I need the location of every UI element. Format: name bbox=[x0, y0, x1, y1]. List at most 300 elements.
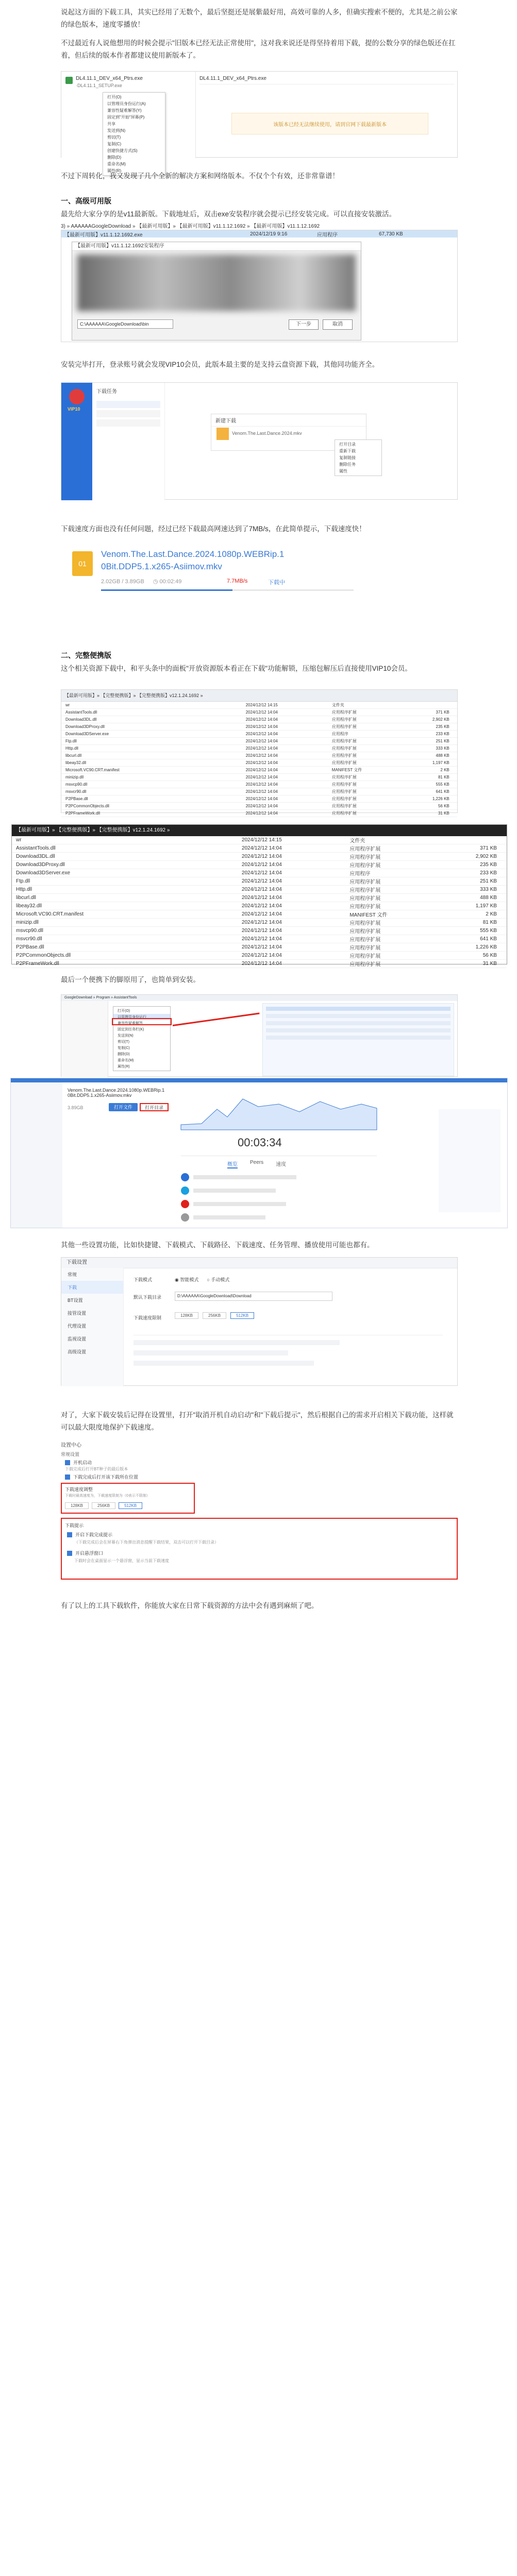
mode-option[interactable]: ○ 手动模式 bbox=[207, 1277, 230, 1282]
task-row[interactable] bbox=[96, 401, 160, 408]
task-context-menu bbox=[335, 439, 382, 476]
cell: 应用程序扩展 bbox=[331, 710, 357, 715]
settings-nav-item[interactable]: 接管设置 bbox=[68, 1311, 87, 1316]
explorer-toolbar: GoogleDownload » Program » AssistantTools bbox=[61, 995, 457, 1001]
screenshot-old-version-warning bbox=[61, 71, 458, 173]
task-list bbox=[92, 383, 165, 500]
cell: 应用程序 bbox=[349, 871, 371, 877]
download-path-label: 默认下载目录 bbox=[134, 1295, 162, 1300]
download-prompt-title: 下载提示 bbox=[65, 1523, 84, 1528]
cell: Download3DL.dll bbox=[16, 854, 55, 859]
exe-filename-2: ·DL4.11.1_SETUP.exe bbox=[76, 83, 122, 88]
cell: 应用程序扩展 bbox=[331, 746, 357, 751]
explorer-file-list-large bbox=[12, 836, 507, 968]
cell: libeay32.dll bbox=[16, 903, 42, 909]
file-icon: 01 bbox=[72, 551, 93, 576]
context-menu-item[interactable]: 删除(D) bbox=[107, 155, 122, 160]
admin-menu-item[interactable]: 发送到(N) bbox=[118, 1034, 134, 1038]
total-size: 3.89GB bbox=[125, 579, 144, 585]
context-menu-item[interactable]: 属性(R) bbox=[107, 168, 122, 173]
admin-menu-item[interactable]: 属性(R) bbox=[118, 1065, 130, 1069]
cell: 应用程序扩展 bbox=[331, 739, 357, 743]
progress-fill bbox=[101, 589, 232, 591]
cell: 2,902 KB bbox=[432, 717, 449, 722]
table-row[interactable] bbox=[12, 886, 507, 894]
explorer-pane bbox=[61, 72, 196, 173]
cell: Download3DProxy.dll bbox=[65, 724, 105, 729]
table-row[interactable] bbox=[12, 910, 507, 919]
table-row[interactable] bbox=[12, 844, 507, 853]
install-path-input[interactable]: C:\AAAAAA\GoogleDownload\bin bbox=[77, 319, 173, 329]
open-folder-button[interactable]: 打开目录 bbox=[140, 1103, 169, 1111]
installer-file-name: 【最新可用版】v11.1.12.1692.exe bbox=[64, 232, 143, 238]
table-row[interactable] bbox=[12, 927, 507, 935]
task-row[interactable] bbox=[96, 419, 160, 427]
settings-nav-item[interactable]: 常规 bbox=[68, 1272, 77, 1277]
context-menu-item[interactable]: 打开(O) bbox=[107, 95, 122, 99]
table-row[interactable] bbox=[12, 935, 507, 943]
speed-option[interactable]: 128KB bbox=[65, 1502, 89, 1509]
settings-header: 设置中心 bbox=[61, 1443, 81, 1448]
cell: 251 KB bbox=[480, 878, 497, 884]
cell: 应用程序扩展 bbox=[349, 929, 381, 935]
table-row[interactable] bbox=[61, 781, 457, 788]
context-menu-item[interactable]: 共享 bbox=[107, 122, 115, 126]
table-row[interactable] bbox=[61, 745, 457, 752]
settings-nav-item[interactable]: 监视设置 bbox=[68, 1336, 87, 1342]
speed-option[interactable]: 512KB bbox=[230, 1312, 254, 1319]
table-row[interactable] bbox=[12, 877, 507, 886]
explorer-file-list bbox=[61, 702, 457, 817]
screenshot-run-as-admin bbox=[61, 994, 458, 1077]
open-file-button[interactable]: 打开文件 bbox=[109, 1103, 138, 1111]
auto-start-label: 开机启动 bbox=[73, 1460, 92, 1465]
cell: 2024/12/12 14:04 bbox=[241, 936, 282, 942]
cell: 2024/12/12 14:04 bbox=[245, 717, 278, 722]
cell: Ftp.dll bbox=[65, 739, 77, 743]
cell: 应用程序扩展 bbox=[349, 888, 381, 893]
next-button[interactable]: 下一步 bbox=[289, 319, 319, 330]
admin-menu-item[interactable]: 打开(O) bbox=[118, 1009, 130, 1013]
settings-nav-item[interactable]: 高级设置 bbox=[68, 1349, 87, 1354]
cell: 应用程序扩展 bbox=[331, 796, 357, 801]
exe-filename-1[interactable]: DL4.11.1_DEV_x64_Ptrs.exe bbox=[76, 76, 143, 81]
cell: P2PFrameWork.dll bbox=[65, 811, 100, 816]
cell: libcurl.dll bbox=[65, 753, 82, 758]
cell: 251 KB bbox=[436, 739, 449, 743]
cell: 371 KB bbox=[480, 845, 497, 851]
download-prompt-box bbox=[61, 1518, 458, 1580]
cell: Download3DProxy.dll bbox=[16, 862, 65, 868]
speed-option[interactable]: 256KB bbox=[92, 1502, 115, 1509]
cell: 应用程序扩展 bbox=[331, 717, 357, 722]
screenshot-app-window bbox=[61, 382, 458, 500]
task-menu-item[interactable]: 打开目录 bbox=[339, 442, 356, 447]
open-location-row[interactable] bbox=[65, 1473, 138, 1480]
cell: 2024/12/12 14:04 bbox=[241, 895, 282, 901]
checkbox-icon[interactable] bbox=[65, 1475, 70, 1480]
cell: P2PCommonObjects.dll bbox=[65, 804, 109, 808]
detail-file-name: Venom.The.Last.Dance.2024.1080p.WEBRip.1 0Bit.DDP5.1.x265-Asiimov.mkv bbox=[68, 1088, 165, 1098]
cell: 应用程序扩展 bbox=[349, 937, 381, 943]
section-1-paragraph-3: 下载速度方面也没有任何问题，经过已经下载最高网速达到了7MB/s，在此简单提示，下载速度快！ bbox=[61, 525, 366, 533]
cell: 31 KB bbox=[482, 961, 497, 967]
cell: 488 KB bbox=[480, 895, 497, 901]
detail-tabs bbox=[227, 1160, 286, 1168]
cell: 2024/12/12 14:04 bbox=[241, 878, 282, 884]
installer-file-date: 2024/12/19 9:16 bbox=[250, 231, 288, 237]
cell: 2024/12/12 14:04 bbox=[245, 804, 278, 808]
highlight-box bbox=[112, 1018, 172, 1025]
file-details-pane bbox=[262, 1003, 454, 1076]
settings-nav-item[interactable]: 下载 bbox=[61, 1281, 123, 1294]
installer-file-row[interactable] bbox=[61, 230, 457, 238]
time-left: 00:02:49 bbox=[159, 579, 182, 585]
cell: 488 KB bbox=[436, 753, 449, 758]
float-window-label: 开启悬浮窗口 bbox=[75, 1551, 104, 1556]
cell: 应用程序扩展 bbox=[349, 954, 381, 959]
table-row[interactable] bbox=[61, 731, 457, 738]
elapsed-timer: 00:03:34 bbox=[238, 1136, 282, 1149]
right-panel bbox=[439, 1109, 501, 1212]
cell: 应用程序扩展 bbox=[349, 879, 381, 885]
cell: 2024/12/12 14:04 bbox=[241, 911, 282, 917]
cell: 371 KB bbox=[436, 710, 449, 715]
cell: 文件夹 bbox=[331, 703, 344, 707]
task-menu-item[interactable]: 复制链接 bbox=[339, 455, 356, 460]
cell: 2024/12/12 14:04 bbox=[245, 746, 278, 751]
speed-adjust-options bbox=[65, 1502, 142, 1509]
cell: 233 KB bbox=[436, 732, 449, 736]
installer-dialog-title: 【最新可用版】v11.1.12.1692安装程序 bbox=[72, 242, 361, 251]
table-row[interactable] bbox=[61, 810, 457, 817]
cell: Ftp.dll bbox=[16, 878, 30, 884]
task-label: 下载任务 bbox=[96, 389, 117, 395]
mode-option[interactable]: ◉ 智能模式 bbox=[175, 1277, 199, 1282]
table-row[interactable] bbox=[12, 960, 507, 968]
downloaded-size: 2.02GB bbox=[101, 579, 121, 585]
task-menu-item[interactable]: 重新下载 bbox=[339, 449, 356, 453]
section-2-paragraph-2: 最后一个便携下的脚原用了，也简单到安装。 bbox=[61, 976, 200, 984]
admin-menu-item[interactable]: 重命名(M) bbox=[118, 1059, 134, 1062]
cell: minizip.dll bbox=[16, 920, 39, 925]
cell: 1,197 KB bbox=[432, 760, 449, 765]
cell: 81 KB bbox=[482, 920, 497, 925]
cell: minizip.dll bbox=[65, 775, 84, 779]
peer-list bbox=[181, 1173, 377, 1222]
cell: 555 KB bbox=[436, 782, 449, 787]
context-menu bbox=[103, 92, 165, 176]
warning-box bbox=[231, 113, 428, 134]
cell: msvcr90.dll bbox=[65, 789, 87, 794]
table-row[interactable] bbox=[12, 952, 507, 960]
table-row[interactable] bbox=[61, 738, 457, 745]
settings-nav bbox=[61, 1268, 124, 1386]
cell: 2 KB bbox=[486, 911, 497, 917]
open-location-label: 下载完成后打开该下载所在位置 bbox=[73, 1475, 139, 1480]
new-download-file: Venom.The.Last.Dance.2024.mkv bbox=[232, 431, 302, 436]
screenshot-download-detail bbox=[10, 1078, 508, 1228]
cancel-button[interactable]: 取消 bbox=[323, 319, 353, 330]
auto-start-desc: 下载完成后打开BT种子的最后版本 bbox=[65, 1467, 128, 1471]
cell: 应用程序扩展 bbox=[349, 855, 381, 860]
nav-tree bbox=[61, 1001, 108, 1077]
cell: 2024/12/12 14:04 bbox=[245, 760, 278, 765]
table-row[interactable] bbox=[12, 943, 507, 952]
cell: 235 KB bbox=[480, 862, 497, 868]
table-row[interactable] bbox=[61, 759, 457, 767]
cell: 2024/12/12 14:04 bbox=[241, 928, 282, 934]
speed-graph bbox=[181, 1089, 377, 1130]
admin-menu-item[interactable]: 以管理员身份运行 bbox=[113, 1014, 170, 1020]
cell: wr bbox=[16, 837, 22, 843]
cell: P2PBase.dll bbox=[65, 796, 88, 801]
section-2-heading: 二、完整便携版 bbox=[61, 651, 111, 659]
cell: 应用程序扩展 bbox=[349, 863, 381, 869]
table-row[interactable] bbox=[61, 803, 457, 810]
context-menu-item[interactable]: 创建快捷方式(S) bbox=[107, 148, 138, 153]
tab[interactable]: Peers bbox=[250, 1160, 264, 1165]
cell: Http.dll bbox=[16, 887, 32, 892]
cell: 2024/12/12 14:04 bbox=[241, 887, 282, 892]
outro-paragraph: 有了以上的工具下载软件，你能放大家在日常下载资源的方法中会有遇到麻烦了吧。 bbox=[61, 1602, 319, 1609]
cell: 2024/12/12 14:04 bbox=[245, 732, 278, 736]
table-row[interactable] bbox=[61, 767, 457, 774]
table-row[interactable] bbox=[61, 723, 457, 731]
cell: 应用程序扩展 bbox=[331, 724, 357, 729]
speed-limit-label: 下载速度限制 bbox=[134, 1315, 162, 1320]
cell: libeay32.dll bbox=[65, 760, 87, 765]
cell: 2024/12/12 14:04 bbox=[241, 903, 282, 909]
table-row[interactable] bbox=[12, 869, 507, 877]
section-2-paragraph-1: 这个相关资源下载中，和平头条中的面板"开放资源版本看正在下载"功能解锁，压缩包解压后直接使用VIP10会员。 bbox=[61, 665, 412, 672]
paragraph-after-warning: 不过下周转化，我又发现了几个全新的解决方案和网络版本。不仅个个有效，还非常靠谱！ bbox=[61, 172, 339, 180]
cell: 2024/12/12 14:04 bbox=[245, 796, 278, 801]
cell: 641 KB bbox=[436, 789, 449, 794]
detail-file-size: 3.89GB bbox=[68, 1105, 84, 1110]
admin-menu-item[interactable]: 剪切(T) bbox=[118, 1040, 129, 1044]
cell: AssistantTools.dll bbox=[65, 710, 97, 715]
folder-path: 3) » AAAAAAGoogleDownload » 【最新可用版】» 【最新可用版】v11.1.12.1692 » 【最新可用版】v11.1.12.1692 bbox=[61, 224, 320, 229]
speed-option[interactable]: 128KB bbox=[175, 1312, 198, 1319]
explorer-path-bar-large[interactable]: 【最新可用版】» 【完整便携版】» 【完整便携版】v12.1.24.1692 » bbox=[12, 825, 507, 836]
cell: 2024/12/12 14:04 bbox=[241, 854, 282, 859]
cell: 333 KB bbox=[480, 887, 497, 892]
progress-track bbox=[101, 589, 354, 591]
cell: 应用程序扩展 bbox=[349, 945, 381, 951]
cell: 1,197 KB bbox=[475, 903, 497, 909]
cell: 2024/12/12 14:04 bbox=[245, 789, 278, 794]
settings-nav-item[interactable]: 代理设置 bbox=[68, 1324, 87, 1329]
table-row[interactable] bbox=[61, 774, 457, 781]
cell: 应用程序扩展 bbox=[349, 921, 381, 926]
cell: 2024/12/12 14:04 bbox=[245, 739, 278, 743]
table-row[interactable] bbox=[12, 894, 507, 902]
red-arrow bbox=[173, 1012, 260, 1026]
cell: 应用程序扩展 bbox=[331, 811, 357, 816]
settings-title: 下载设置 bbox=[61, 1258, 457, 1268]
cell: 1,226 KB bbox=[432, 796, 449, 801]
table-row[interactable] bbox=[12, 836, 507, 844]
cell: Microsoft.VC90.CRT.manifest bbox=[65, 768, 120, 772]
installer-file-type: 应用程序 bbox=[317, 232, 338, 238]
window-title: DL4.11.1_DEV_x64_Ptrs.exe bbox=[199, 76, 266, 81]
cell: 应用程序扩展 bbox=[331, 782, 357, 787]
exe-icon bbox=[65, 77, 73, 84]
context-menu-item[interactable]: 发送到(N) bbox=[107, 128, 126, 133]
cell: msvcr90.dll bbox=[16, 936, 42, 942]
cell: 56 KB bbox=[438, 804, 449, 808]
folder-icon bbox=[216, 428, 229, 440]
intro-paragraph-1: 说起这方面的下载工具，其实已经用了无数个，最后坚挺还是展紫最好用，高效可靠的人多，但确实搜索不便的，尤其是之前公家的绿色版本，速度零播放！ bbox=[61, 8, 458, 28]
cell: 2024/12/12 14:15 bbox=[241, 837, 282, 843]
warning-text: 该版本已经无法继续使用，请到官网下载最新版本 bbox=[273, 122, 387, 128]
screenshot-settings-highlighted bbox=[61, 1440, 458, 1585]
speed-option[interactable]: 256KB bbox=[203, 1312, 226, 1319]
admin-menu-item[interactable]: 删除(D) bbox=[118, 1053, 130, 1056]
cell: msvcp90.dll bbox=[65, 782, 88, 787]
cell: 56 KB bbox=[482, 953, 497, 958]
task-row[interactable] bbox=[96, 410, 160, 417]
cell: P2PBase.dll bbox=[16, 944, 44, 950]
cell: 应用程序扩展 bbox=[331, 775, 357, 779]
cell: MANIFEST 文件 bbox=[349, 912, 388, 918]
admin-menu-item[interactable]: 固定到任务栏(K) bbox=[118, 1028, 144, 1031]
download-mode-options bbox=[175, 1276, 229, 1283]
admin-menu-item[interactable]: 兼容性疑难解答 bbox=[118, 1022, 143, 1025]
tab[interactable]: 概览 bbox=[227, 1160, 238, 1168]
speed-option[interactable]: 512KB bbox=[119, 1502, 142, 1509]
speed-adjust-box bbox=[61, 1483, 195, 1514]
speed-adjust-desc: 下载时最高速度为，下载速度限制为（0表示不限制） bbox=[65, 1494, 150, 1498]
context-menu-item[interactable]: 剪切(T) bbox=[107, 135, 121, 140]
cell: 2024/12/12 14:04 bbox=[241, 870, 282, 876]
cell: libcurl.dll bbox=[16, 895, 36, 901]
table-row[interactable] bbox=[61, 716, 457, 723]
new-download-title: 新建下载 bbox=[211, 414, 366, 427]
cell: P2PCommonObjects.dll bbox=[16, 953, 71, 958]
cell: 2,902 KB bbox=[475, 854, 497, 859]
float-window-row[interactable] bbox=[67, 1550, 103, 1556]
checkbox-icon[interactable] bbox=[67, 1551, 72, 1556]
cell: 2024/12/12 14:04 bbox=[245, 775, 278, 779]
cell: Microsoft.VC90.CRT.manifest bbox=[16, 911, 84, 917]
table-row[interactable] bbox=[12, 861, 507, 869]
cell: msvcp90.dll bbox=[16, 928, 43, 934]
table-row[interactable] bbox=[61, 709, 457, 716]
admin-menu-item[interactable]: 复制(C) bbox=[118, 1046, 130, 1050]
download-card bbox=[72, 546, 361, 598]
cell: AssistantTools.dll bbox=[16, 845, 56, 851]
cell: P2PFrameWork.dll bbox=[16, 961, 59, 967]
cell: 2024/12/12 14:04 bbox=[241, 944, 282, 950]
admin-context-menu bbox=[113, 1006, 171, 1071]
cell: 应用程序扩展 bbox=[331, 753, 357, 758]
cell: 2024/12/12 14:04 bbox=[241, 920, 282, 925]
table-row[interactable] bbox=[12, 902, 507, 910]
section-1-heading: 一、高级可用版 bbox=[61, 197, 111, 205]
context-menu-item[interactable]: 重命名(M) bbox=[107, 162, 126, 166]
app-sidebar bbox=[61, 383, 92, 500]
table-row[interactable] bbox=[61, 702, 457, 709]
cell: wr bbox=[65, 703, 70, 707]
cell: 2024/12/12 14:04 bbox=[241, 961, 282, 967]
cell: 应用程序扩展 bbox=[349, 904, 381, 910]
cell: 2024/12/12 14:15 bbox=[245, 703, 278, 707]
table-row[interactable] bbox=[12, 853, 507, 861]
download-state: 下载中 bbox=[268, 580, 285, 586]
task-menu-item[interactable]: 删除任务 bbox=[339, 462, 356, 467]
cell: 233 KB bbox=[480, 870, 497, 876]
table-row[interactable] bbox=[61, 788, 457, 795]
cell: 应用程序扩展 bbox=[331, 789, 357, 794]
cell: 文件夹 bbox=[349, 838, 365, 844]
avatar[interactable] bbox=[69, 389, 85, 404]
cell: 333 KB bbox=[436, 746, 449, 751]
cell: Http.dll bbox=[65, 746, 78, 751]
blurred-banner bbox=[77, 255, 356, 311]
checkbox-icon[interactable] bbox=[65, 1460, 70, 1465]
context-menu-item[interactable]: 兼容性疑难解答(Y) bbox=[107, 108, 142, 113]
cell: 应用程序扩展 bbox=[349, 846, 381, 852]
speed-adjust-title: 下载速度调整 bbox=[65, 1487, 93, 1492]
context-menu-item[interactable]: 复制(C) bbox=[107, 142, 122, 146]
section-1-paragraph-1: 最先给大家分享的是v11最新版。下载地址后，双击exe安装程序就会提示已经安装完成。可以直接安装激活。 bbox=[61, 210, 396, 218]
vip-badge: VIP10 bbox=[68, 406, 80, 412]
cell: Download3DServer.exe bbox=[65, 732, 109, 736]
cell: 555 KB bbox=[480, 928, 497, 934]
table-row[interactable] bbox=[12, 919, 507, 927]
download-filename[interactable]: Venom.The.Last.Dance.2024.1080p.WEBRip.1 0Bit.DDP5.1.x265-Asiimov.mkv bbox=[101, 549, 285, 571]
title-strip bbox=[11, 1078, 507, 1082]
cell: 2024/12/12 14:04 bbox=[245, 710, 278, 715]
side-panel bbox=[11, 1082, 62, 1228]
cell: 235 KB bbox=[436, 724, 449, 729]
task-menu-item[interactable]: 属性 bbox=[339, 469, 347, 473]
cell: 应用程序扩展 bbox=[331, 804, 357, 808]
tab[interactable]: 速度 bbox=[276, 1162, 287, 1167]
explorer-path-bar[interactable]: 【最新可用版】» 【完整便携版】» 【完整便携版】v12.1.24.1692 » bbox=[61, 690, 457, 702]
cell: 应用程序扩展 bbox=[349, 962, 381, 968]
complete-tip-row[interactable] bbox=[67, 1531, 112, 1538]
section-2-paragraph-4: 对了，大家下载安装后记得在设置里，打开"取消开机自动启动"和"下载后提示"，然后根据自己的需求开启相关下载功能，这样就可以最大限度地保护下载速度。 bbox=[61, 1411, 454, 1431]
context-menu-item[interactable]: 以管理员身份运行(A) bbox=[107, 101, 146, 106]
auto-start-row[interactable] bbox=[65, 1459, 92, 1466]
cell: 应用程序扩展 bbox=[349, 896, 381, 902]
installer-file-size: 67,730 KB bbox=[379, 231, 403, 237]
cell: 2024/12/12 14:04 bbox=[241, 953, 282, 958]
section-1-paragraph-2: 安装完毕打开，登录账号就会发现VIP10会员，此版本最主要的是支持云盘资源下载，其他同功能齐全。 bbox=[61, 361, 379, 368]
download-stats: 2.02GB / 3.89GB ◷ 00:02:49 bbox=[101, 579, 182, 585]
cell: 2024/12/12 14:04 bbox=[245, 753, 278, 758]
table-row[interactable] bbox=[61, 752, 457, 759]
intro-paragraph-2: 不过最近有人说他想用的时候会提示"旧版本已经无法正常使用"，这对我来说还是得坚持着用下载，提的公数分享的绿色版还在扛着，但后续的版本作者都建议使用新版本了。 bbox=[61, 39, 456, 59]
context-menu-item[interactable]: 固定到"开始"屏幕(P) bbox=[107, 115, 145, 120]
table-row[interactable] bbox=[61, 795, 457, 803]
cell: 641 KB bbox=[480, 936, 497, 942]
screenshot-portable-folder-large bbox=[11, 824, 507, 968]
download-path-input[interactable]: D:\AAAAAA\GoogleDownload\Download bbox=[175, 1292, 332, 1301]
checkbox-icon[interactable] bbox=[67, 1532, 72, 1537]
screenshot-installer bbox=[61, 230, 458, 342]
cell: 2024/12/12 14:04 bbox=[245, 782, 278, 787]
speed-limit-options bbox=[175, 1312, 254, 1319]
complete-tip-label: 开启下载完成提示 bbox=[75, 1532, 113, 1537]
screenshot-settings bbox=[61, 1257, 458, 1386]
cell: Download3DServer.exe bbox=[16, 870, 71, 876]
settings-nav-item[interactable]: BT设置 bbox=[68, 1298, 83, 1303]
cell: 2 KB bbox=[440, 768, 449, 772]
